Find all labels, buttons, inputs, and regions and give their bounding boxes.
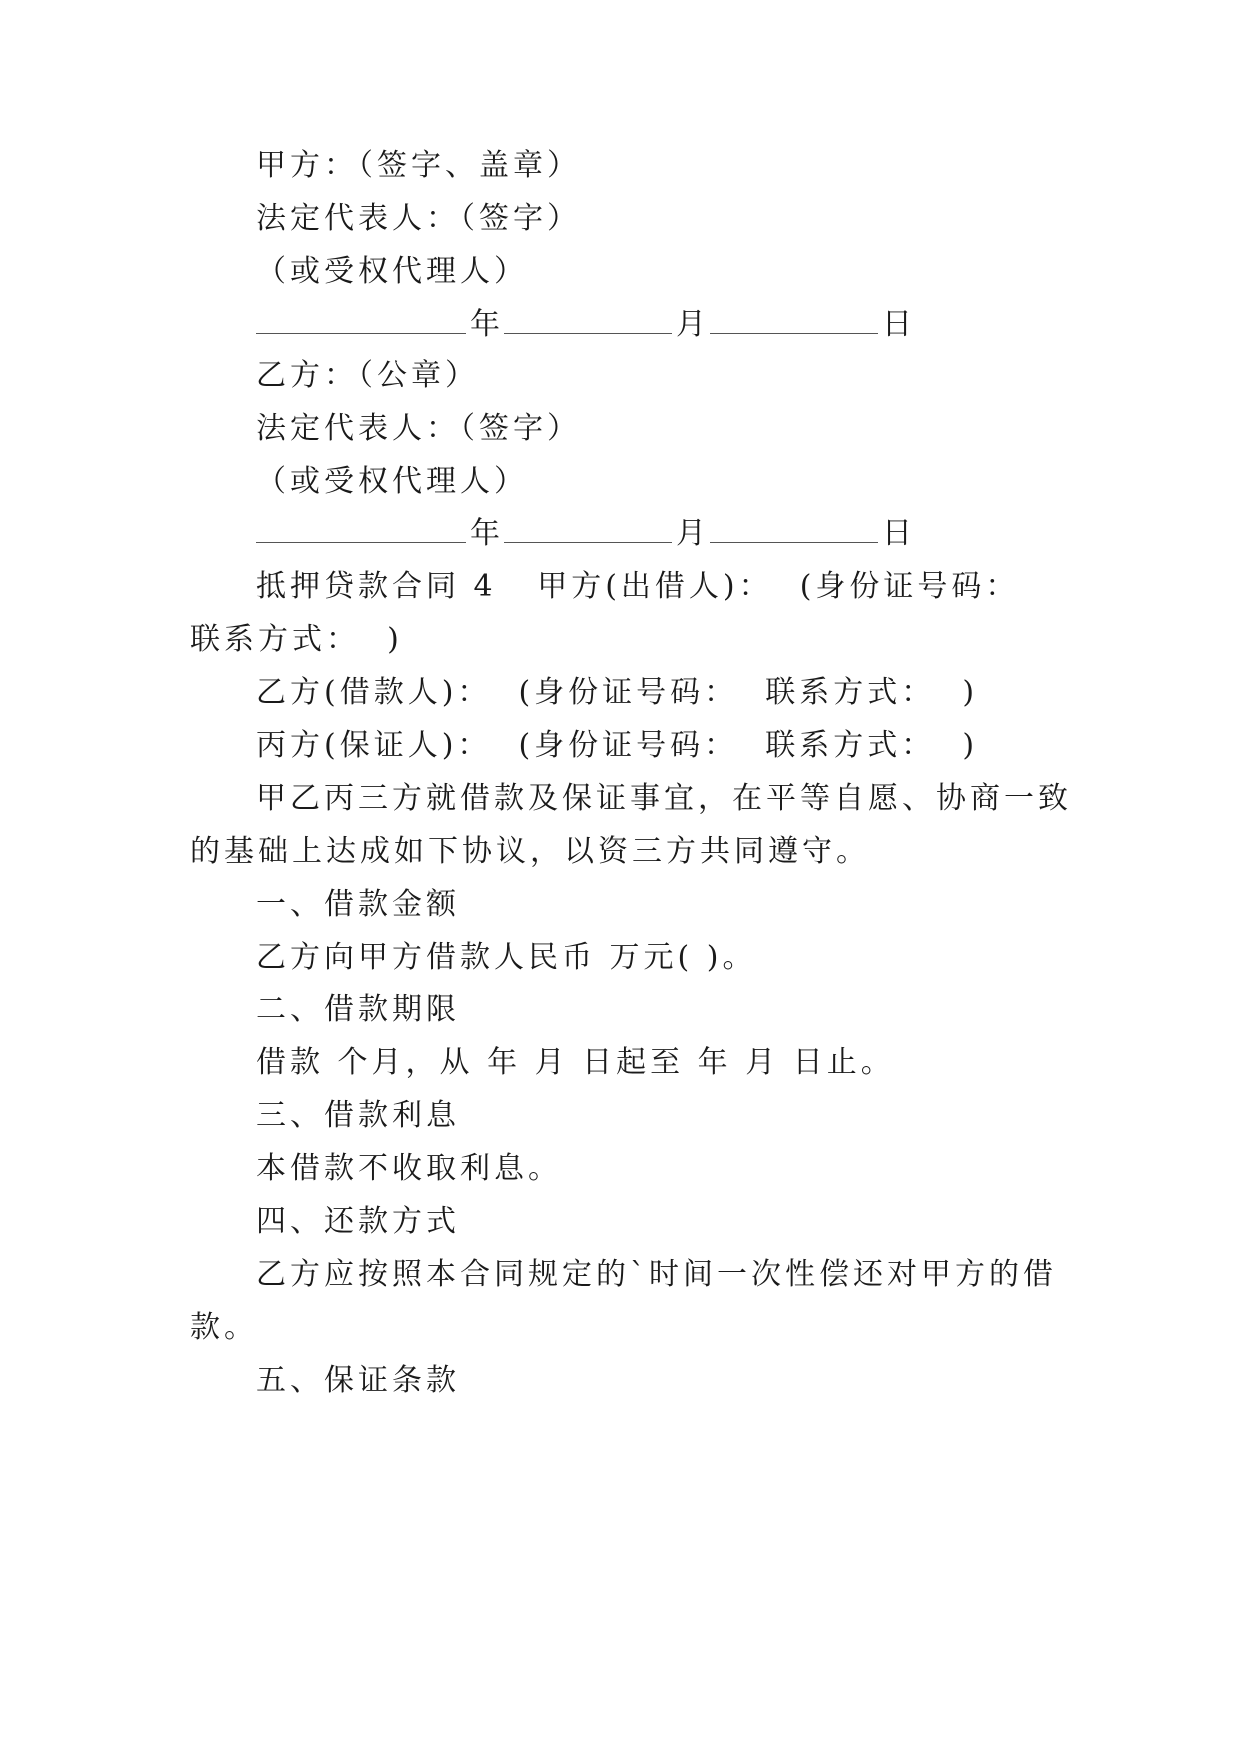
section-1-title: 一、借款金额 [256,887,460,922]
day-blank [710,307,878,334]
guarantor-line: 丙方(保证人)： (身份证号码： 联系方式： ) [256,728,979,763]
year-label: 年 [470,516,500,551]
day-blank [710,516,878,543]
year-label: 年 [470,307,500,342]
party-a-agent-line: （或受权代理人） [256,254,528,289]
section-2-body: 借款 个月，从 年 月 日起至 年 月 日止。 [256,1045,895,1080]
year-blank [256,516,466,543]
month-label: 月 [676,516,706,551]
preamble-line-cont: 的基础上达成如下协议，以资三方共同遵守。 [190,834,870,869]
section-4-title: 四、还款方式 [256,1204,460,1239]
party-b-legal-rep-line: 法定代表人：（签字） [256,411,581,446]
party-a-date-line [256,305,916,345]
day-label: 日 [882,307,912,342]
section-2-title: 二、借款期限 [256,992,460,1027]
section-3-title: 三、借款利息 [256,1098,460,1133]
section-1-body: 乙方向甲方借款人民币 万元( )。 [256,940,757,975]
party-a-legal-rep-line: 法定代表人：（签字） [256,201,581,236]
section-5-title: 五、保证条款 [256,1363,460,1398]
party-b-date-line [256,514,916,554]
party-a-sign-line: 甲方：（签字、盖章） [256,148,581,183]
section-3-body: 本借款不收取利息。 [256,1151,562,1186]
month-label: 月 [676,307,706,342]
preamble-line: 甲乙丙三方就借款及保证事宜，在平等自愿、协商一致 [256,781,1072,816]
borrower-line: 乙方(借款人)： (身份证号码： 联系方式： ) [256,675,979,710]
day-label: 日 [882,516,912,551]
party-b-agent-line: （或受权代理人） [256,464,528,499]
contract-intro-line: 抵押贷款合同 4 甲方(出借人)： (身份证号码： [256,569,1020,604]
party-b-sign-line: 乙方：（公章） [256,358,479,393]
section-4-body-cont: 款。 [190,1310,258,1345]
month-blank [504,307,672,334]
contract-intro-line-cont: 联系方式： ) [190,622,403,657]
section-4-body: 乙方应按照本合同规定的`时间一次性偿还对甲方的借 [256,1257,1057,1292]
year-blank [256,307,466,334]
month-blank [504,516,672,543]
